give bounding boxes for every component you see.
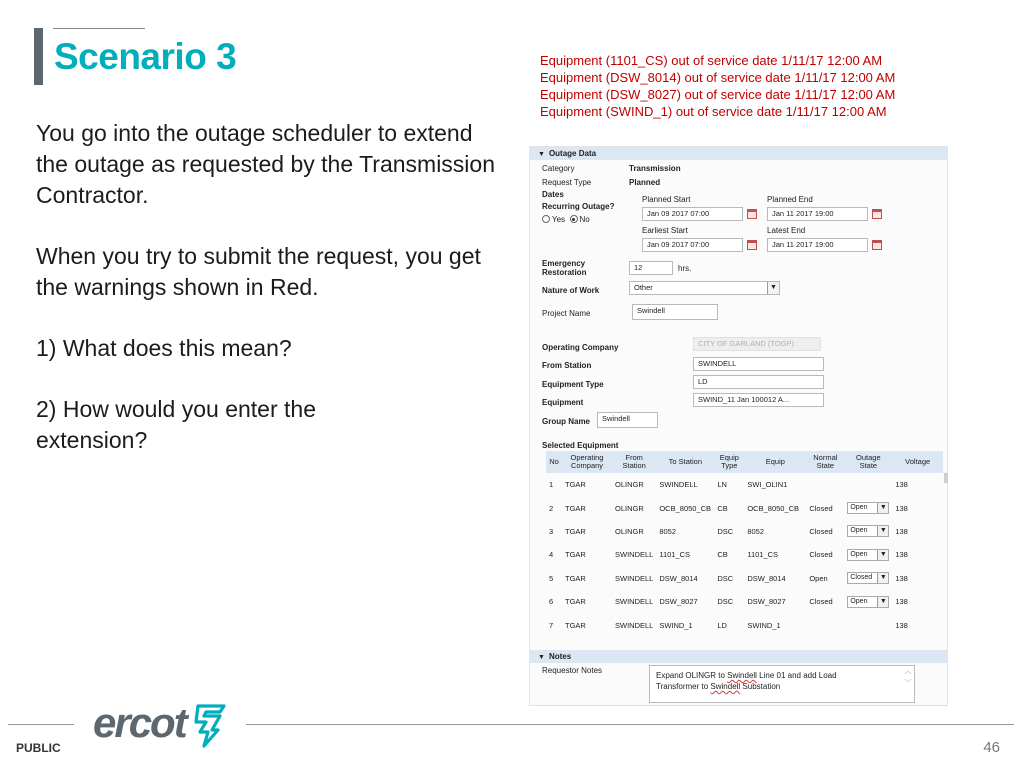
cell-equip: SWI_OLIN1 bbox=[747, 480, 788, 490]
cell-normal-state bbox=[806, 473, 844, 496]
ercot-lightning-icon bbox=[190, 702, 230, 748]
cell-from-station: SWINDELL bbox=[615, 597, 654, 607]
cell-normal-state: Closed bbox=[809, 550, 833, 560]
nature-of-work-select[interactable]: Other ▼ bbox=[629, 281, 780, 295]
cell-from-station: SWINDELL bbox=[615, 550, 654, 560]
planned-end-label: Planned End bbox=[767, 195, 813, 204]
column-header[interactable]: Equip Type bbox=[714, 451, 744, 473]
recurring-label: Recurring Outage? bbox=[542, 202, 615, 211]
body-paragraph-1: You go into the outage scheduler to extend the outage as requested by the Transmission Contractor. bbox=[36, 120, 496, 208]
emergency-label: Emergency bbox=[542, 259, 586, 268]
from-station-label: From Station bbox=[542, 361, 592, 370]
notes-header[interactable]: ▼ Notes bbox=[530, 650, 947, 663]
cell-no: 4 bbox=[549, 550, 554, 560]
earliest-start-label: Earliest Start bbox=[642, 226, 688, 235]
cell-company: TGAR bbox=[565, 550, 586, 560]
cell-equip: DSW_8014 bbox=[747, 573, 786, 583]
footer-rule-left bbox=[8, 724, 74, 725]
request-type-label: Request Type bbox=[542, 178, 592, 187]
footer-rule-right bbox=[246, 724, 1014, 725]
cell-equip: 1101_CS bbox=[747, 550, 779, 560]
restoration-label: Restoration bbox=[542, 268, 587, 277]
cell-from-station: SWINDELL bbox=[615, 620, 654, 630]
page-number: 46 bbox=[983, 739, 1000, 756]
body-paragraph-2: When you try to submit the request, you get the warnings shown in Red. bbox=[36, 243, 481, 300]
chevron-down-icon[interactable]: ﹀ bbox=[904, 680, 912, 687]
dates-label: Dates bbox=[542, 190, 564, 199]
earliest-start-field[interactable]: Jan 09 2017 07:00 bbox=[642, 238, 743, 252]
cell-equip-type: LN bbox=[717, 480, 727, 490]
chevron-down-icon: ▼ bbox=[877, 597, 888, 607]
cell-to-station: SWINDELL bbox=[659, 480, 698, 490]
outage-state-select[interactable]: Open ▼ bbox=[847, 502, 889, 514]
chevron-down-icon: ▼ bbox=[877, 573, 888, 583]
equipment-field[interactable]: SWIND_11 Jan 100012 A... bbox=[693, 393, 824, 407]
chevron-down-icon: ▼ bbox=[877, 503, 888, 513]
cell-voltage: 138 bbox=[895, 620, 908, 630]
column-header[interactable]: Outage State bbox=[844, 451, 892, 473]
from-station-field[interactable]: SWINDELL bbox=[693, 357, 824, 371]
latest-end-label: Latest End bbox=[767, 226, 806, 235]
requestor-notes-label: Requestor Notes bbox=[542, 666, 603, 675]
chevron-down-icon: ▼ bbox=[767, 282, 779, 294]
column-header[interactable]: Equip bbox=[744, 451, 806, 473]
calendar-icon[interactable] bbox=[872, 240, 882, 250]
group-name-field[interactable]: Swindell bbox=[597, 412, 658, 428]
cell-normal-state: Open bbox=[809, 573, 828, 583]
table-row[interactable] bbox=[546, 543, 943, 566]
title-accent-bar bbox=[34, 28, 43, 85]
table-row[interactable] bbox=[546, 613, 943, 636]
outage-state-select[interactable]: Closed ▼ bbox=[847, 572, 889, 584]
title-rule bbox=[53, 28, 145, 29]
chevron-down-icon: ▼ bbox=[877, 550, 888, 560]
project-name-field[interactable]: Swindell bbox=[632, 304, 718, 320]
outage-state-select[interactable]: Open ▼ bbox=[847, 525, 889, 537]
cell-from-station: OLINGR bbox=[615, 503, 644, 513]
cell-from-station: OLINGR bbox=[615, 480, 644, 490]
requestor-notes-textarea[interactable]: Expand OLINGR to Swindell Line 01 and add Load Transformer to Swindell Substation bbox=[649, 665, 915, 703]
cell-from-station: OLINGR bbox=[615, 526, 644, 536]
cell-equip: 8052 bbox=[747, 526, 765, 536]
cell-equip-type: CB bbox=[717, 503, 728, 513]
planned-end-field[interactable]: Jan 11 2017 19:00 bbox=[767, 207, 868, 221]
calendar-icon[interactable] bbox=[872, 209, 882, 219]
column-header[interactable]: Normal State bbox=[806, 451, 844, 473]
collapse-triangle-icon: ▼ bbox=[538, 151, 545, 158]
recurring-yes-radio[interactable] bbox=[542, 215, 550, 223]
planned-start-label: Planned Start bbox=[642, 195, 691, 204]
cell-voltage: 138 bbox=[895, 597, 908, 607]
cell-voltage: 138 bbox=[895, 550, 908, 560]
cell-no: 7 bbox=[549, 620, 554, 630]
warning-message: Equipment (SWIND_1) out of service date 1/11/17 12:00 AM bbox=[540, 104, 887, 119]
cell-company: TGAR bbox=[565, 526, 586, 536]
group-name-label: Group Name bbox=[542, 417, 591, 426]
cell-equip: DSW_8027 bbox=[747, 597, 786, 607]
cell-normal-state: Closed bbox=[809, 503, 833, 513]
table-row[interactable] bbox=[546, 567, 943, 590]
notes-scrollbar[interactable] bbox=[902, 666, 914, 702]
column-header[interactable]: No bbox=[546, 451, 562, 473]
cell-to-station: OCB_8050_CB bbox=[659, 503, 712, 513]
planned-start-field[interactable]: Jan 09 2017 07:00 bbox=[642, 207, 743, 221]
cell-no: 1 bbox=[549, 480, 554, 490]
table-row[interactable] bbox=[546, 590, 943, 613]
cell-company: TGAR bbox=[565, 597, 586, 607]
cell-to-station: DSW_8014 bbox=[659, 573, 698, 583]
request-type-value: Planned bbox=[629, 178, 661, 187]
table-row[interactable] bbox=[546, 473, 943, 496]
cell-no: 3 bbox=[549, 526, 554, 536]
table-row[interactable] bbox=[546, 496, 943, 519]
hours-unit: hrs. bbox=[678, 264, 692, 273]
table-row[interactable] bbox=[546, 520, 943, 543]
cell-company: TGAR bbox=[565, 573, 586, 583]
cell-from-station: SWINDELL bbox=[615, 573, 654, 583]
cell-normal-state: Closed bbox=[809, 526, 833, 536]
outage-scheduler-panel bbox=[529, 146, 948, 706]
cell-no: 2 bbox=[549, 503, 554, 513]
cell-to-station: SWIND_1 bbox=[659, 620, 693, 630]
warning-message: Equipment (1101_CS) out of service date 1/11/17 12:00 AM bbox=[540, 53, 883, 68]
cell-to-station: 8052 bbox=[659, 526, 677, 536]
cell-to-station: DSW_8027 bbox=[659, 597, 698, 607]
cell-voltage: 138 bbox=[895, 480, 908, 490]
column-header[interactable]: To Station bbox=[656, 451, 714, 473]
selected-equipment-table bbox=[546, 451, 943, 637]
question-2: 2) How would you enter the extension? bbox=[36, 396, 316, 453]
outage-state-select[interactable]: Open ▼ bbox=[847, 596, 889, 608]
cell-to-station: 1101_CS bbox=[659, 550, 691, 560]
warning-message: Equipment (DSW_8014) out of service date 1/11/17 12:00 AM bbox=[540, 70, 896, 85]
selected-equipment-label: Selected Equipment bbox=[542, 441, 619, 450]
calendar-icon[interactable] bbox=[747, 209, 757, 219]
cell-normal-state: Closed bbox=[809, 597, 833, 607]
cell-equip-type: CB bbox=[717, 550, 728, 560]
cell-outage-state bbox=[844, 613, 892, 636]
cell-no: 6 bbox=[549, 597, 554, 607]
slide-title: Scenario 3 bbox=[54, 36, 237, 77]
ercot-logo: ercot bbox=[93, 699, 186, 746]
recurring-no-radio[interactable] bbox=[570, 215, 578, 223]
collapse-triangle-icon: ▼ bbox=[538, 654, 545, 661]
cell-normal-state bbox=[806, 613, 844, 636]
cell-equip-type: DSC bbox=[717, 597, 734, 607]
cell-company: TGAR bbox=[565, 503, 586, 513]
equipment-type-label: Equipment Type bbox=[542, 380, 604, 389]
column-header[interactable]: Voltage bbox=[892, 451, 943, 473]
warning-message: Equipment (DSW_8027) out of service date 1/11/17 12:00 AM bbox=[540, 87, 896, 102]
recurring-radio-group: Yes No bbox=[542, 215, 590, 224]
cell-company: TGAR bbox=[565, 480, 586, 490]
cell-equip: SWIND_1 bbox=[747, 620, 781, 630]
column-header[interactable]: From Station bbox=[612, 451, 656, 473]
cell-voltage: 138 bbox=[895, 573, 908, 583]
outage-data-header[interactable]: ▼ Outage Data bbox=[530, 147, 947, 160]
operating-company-label: Operating Company bbox=[542, 343, 619, 352]
cell-voltage: 138 bbox=[895, 503, 908, 513]
emergency-restoration-field[interactable]: 12 bbox=[629, 261, 673, 275]
cell-equip-type: DSC bbox=[717, 573, 734, 583]
cell-voltage: 138 bbox=[895, 526, 908, 536]
category-label: Category bbox=[542, 164, 575, 173]
cell-equip-type: DSC bbox=[717, 526, 734, 536]
table-scrollbar[interactable] bbox=[944, 473, 948, 483]
question-1: 1) What does this mean? bbox=[36, 335, 292, 361]
project-name-label: Project Name bbox=[542, 309, 591, 318]
calendar-icon[interactable] bbox=[747, 240, 757, 250]
chevron-down-icon: ▼ bbox=[877, 526, 888, 536]
operating-company-field[interactable]: CITY OF GARLAND (TOGP) bbox=[693, 337, 821, 351]
table-header-row bbox=[546, 451, 943, 473]
warning-list bbox=[540, 52, 895, 120]
cell-outage-state bbox=[844, 473, 892, 496]
column-header[interactable]: Operating Company bbox=[562, 451, 612, 473]
cell-equip: OCB_8050_CB bbox=[747, 503, 800, 513]
equipment-label: Equipment bbox=[542, 398, 584, 407]
outage-state-select[interactable]: Open ▼ bbox=[847, 549, 889, 561]
cell-company: TGAR bbox=[565, 620, 586, 630]
cell-equip-type: LD bbox=[717, 620, 727, 630]
category-value: Transmission bbox=[629, 164, 681, 173]
nature-of-work-label: Nature of Work bbox=[542, 286, 600, 295]
latest-end-field[interactable]: Jan 11 2017 19:00 bbox=[767, 238, 868, 252]
footer-classification: PUBLIC bbox=[16, 741, 61, 755]
equipment-type-field[interactable]: LD bbox=[693, 375, 824, 389]
chevron-up-icon[interactable]: ︿ bbox=[904, 668, 912, 675]
cell-no: 5 bbox=[549, 573, 554, 583]
